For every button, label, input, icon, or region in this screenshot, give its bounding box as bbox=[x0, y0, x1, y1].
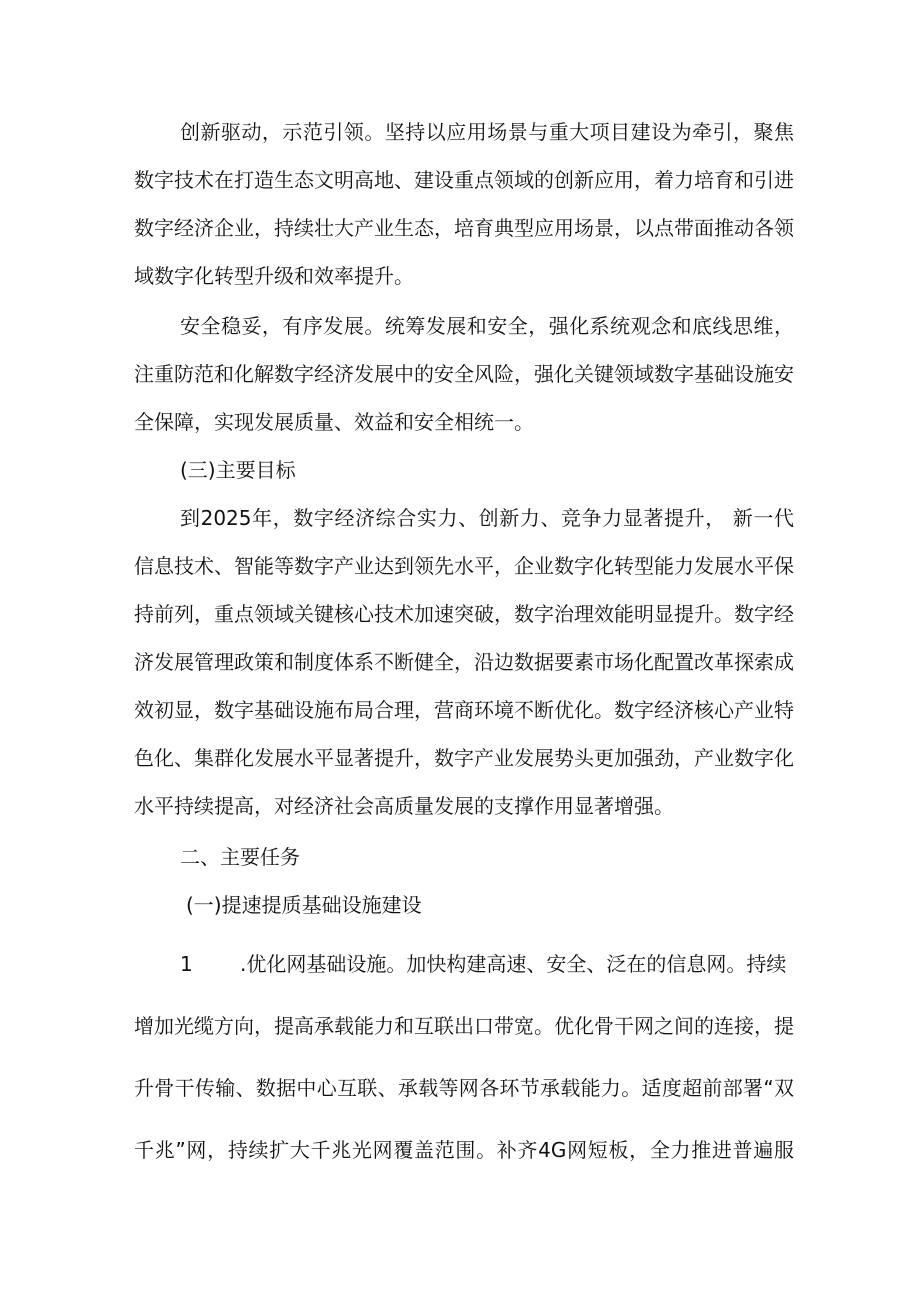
item1-first-line bbox=[134, 950, 794, 978]
heading-infrastructure: (一)提速提质基础设施建设 bbox=[186, 893, 422, 917]
item1-line1-text: .优化网基础设施。加快构建高速、安全、泛在的信息网。持续 bbox=[240, 952, 787, 976]
item1-line-4: 千兆”网，持续扩大千兆光网覆盖范围。补齐4G网短板，全力推进普遍服 bbox=[134, 1138, 794, 1162]
heading-main-goals: (三)主要目标 bbox=[180, 458, 296, 482]
item1-line-2: 增加光缆方向，提高承载能力和互联出口带宽。优化骨干网之间的连接，提 bbox=[134, 1014, 794, 1038]
item1-number: 1 bbox=[180, 952, 193, 976]
paragraph-2025-goals: 到2025年，数字经济综合实力、创新力、竞争力显著提升， 新一代信息技术、智能等数字产业达到领先水平，企业数字化转型能力发展水平保持前列，重点领域关键核心技术加速突破，数字治理效能明显提升。数字经济发展管理政策和制度体系不断健全，沿边数据要素市场化配置改革探索成效初显，数字基础设施布局合理，营商环境不断优化。数字经济核心产业特色化、集群化发展水平显著提升，数字产业发展势头更加强劲，产业数字化水平持续提高，对经济社会高质量发展的支撑作用显著增强。 bbox=[134, 506, 794, 818]
paragraph-innovation-driven: 创新驱动，示范引领。坚持以应用场景与重大项目建设为牵引，聚焦数字技术在打造生态文明高地、建设重点领域的创新应用，着力培育和引进数字经济企业，持续壮大产业生态，培育典型应用场景，以点带面推动各领域数字化转型升级和效率提升。 bbox=[134, 120, 794, 288]
heading-main-tasks: 二、主要任务 bbox=[180, 845, 300, 869]
paragraph-safety-stability: 安全稳妥，有序发展。统筹发展和安全，强化系统观念和底线思维，注重防范和化解数字经济发展中的安全风险，强化关键领域数字基础设施安全保障，实现发展质量、效益和安全相统一。 bbox=[134, 314, 794, 434]
item1-line-3: 升骨干传输、数据中心互联、承载等网各环节承载能力。适度超前部署“双 bbox=[134, 1076, 794, 1100]
